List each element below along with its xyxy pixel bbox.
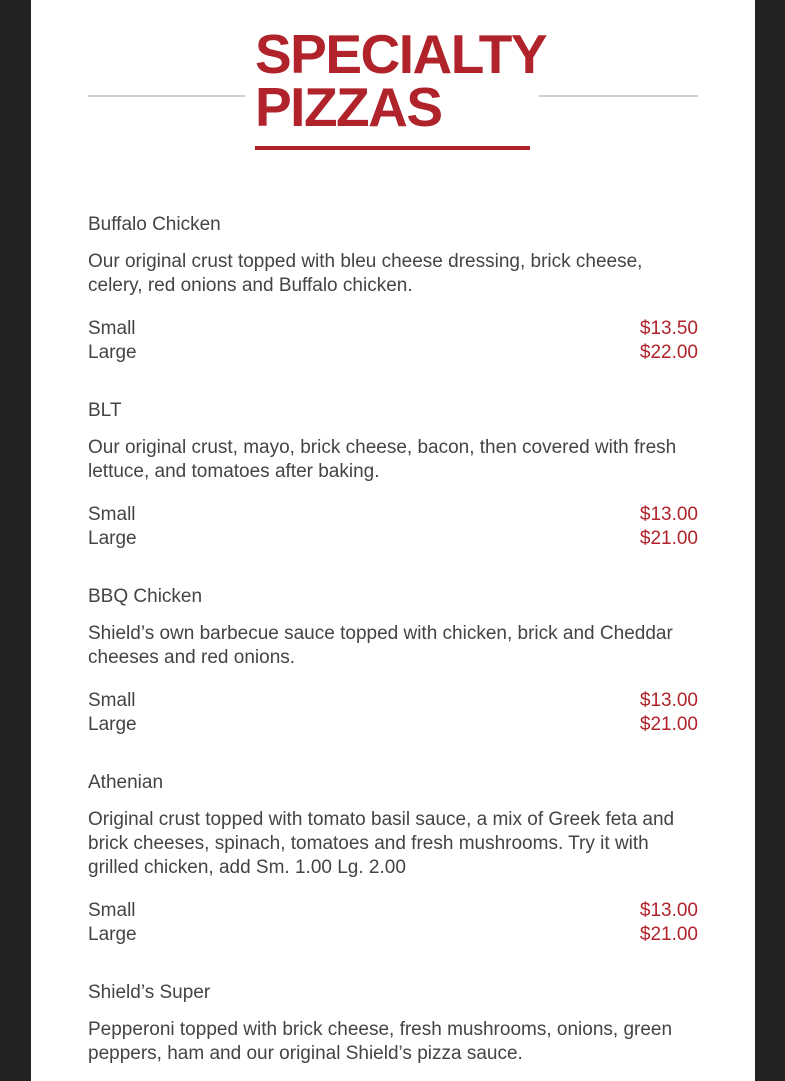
price-row	[88, 923, 698, 947]
menu-header	[31, 0, 755, 160]
page-title-line-1: SPECIALTY	[255, 23, 547, 85]
page-title	[255, 23, 547, 138]
header-rule-right	[539, 95, 698, 97]
menu-item-name: Buffalo Chicken	[88, 214, 221, 235]
size-label: Small	[88, 318, 136, 339]
size-label: Large	[88, 342, 137, 363]
price-row	[88, 503, 698, 527]
size-label: Large	[88, 924, 137, 945]
menu-item	[88, 213, 698, 365]
price-row	[88, 341, 698, 365]
price-value: $21.00	[639, 714, 698, 735]
price-value: $13.00	[639, 504, 698, 525]
price-row	[88, 899, 698, 923]
menu-item	[88, 585, 698, 737]
menu-item	[88, 399, 698, 551]
menu-item-name: BBQ Chicken	[88, 586, 203, 607]
price-row	[88, 317, 698, 341]
menu-item	[88, 981, 698, 1066]
menu-item-description: Shield’s own barbecue sauce topped with chicken, brick and Cheddar cheeses and red onions.	[88, 623, 673, 668]
price-value: $13.00	[639, 690, 698, 711]
header-rule-left	[88, 95, 245, 97]
menu-item-name: Shield’s Super	[88, 982, 211, 1003]
menu-item-description: Our original crust topped with bleu cheese dressing, brick cheese, celery, red onions and Buffalo chicken.	[88, 251, 643, 296]
size-label: Small	[88, 690, 136, 711]
menu-item-name: BLT	[88, 400, 122, 421]
menu-item	[88, 771, 698, 947]
price-value: $21.00	[639, 924, 698, 945]
title-underline	[255, 146, 530, 150]
menu-item-name: Athenian	[88, 772, 164, 793]
price-row	[88, 713, 698, 737]
price-value: $22.00	[639, 342, 698, 363]
size-label: Large	[88, 714, 137, 735]
price-value: $21.00	[639, 528, 698, 549]
page-title-line-2: PIZZAS	[255, 76, 442, 138]
price-value: $13.00	[639, 900, 698, 921]
menu-page	[31, 0, 755, 1081]
menu-items-list	[88, 213, 698, 1081]
size-label: Large	[88, 528, 137, 549]
size-label: Small	[88, 900, 136, 921]
price-value: $13.50	[639, 318, 698, 339]
menu-item-description: Original crust topped with tomato basil sauce, a mix of Greek feta and brick cheeses, spinach, tomatoes and fresh mushrooms. Try it with grilled chicken, add Sm. 1.00 Lg. 2.00	[88, 809, 675, 878]
price-row	[88, 689, 698, 713]
menu-item-description: Pepperoni topped with brick cheese, fresh mushrooms, onions, green peppers, ham and our original Shield’s pizza sauce.	[88, 1019, 673, 1064]
size-label: Small	[88, 504, 136, 525]
menu-item-description: Our original crust, mayo, brick cheese, bacon, then covered with fresh lettuce, and tomatoes after baking.	[88, 437, 677, 482]
price-row	[88, 527, 698, 551]
